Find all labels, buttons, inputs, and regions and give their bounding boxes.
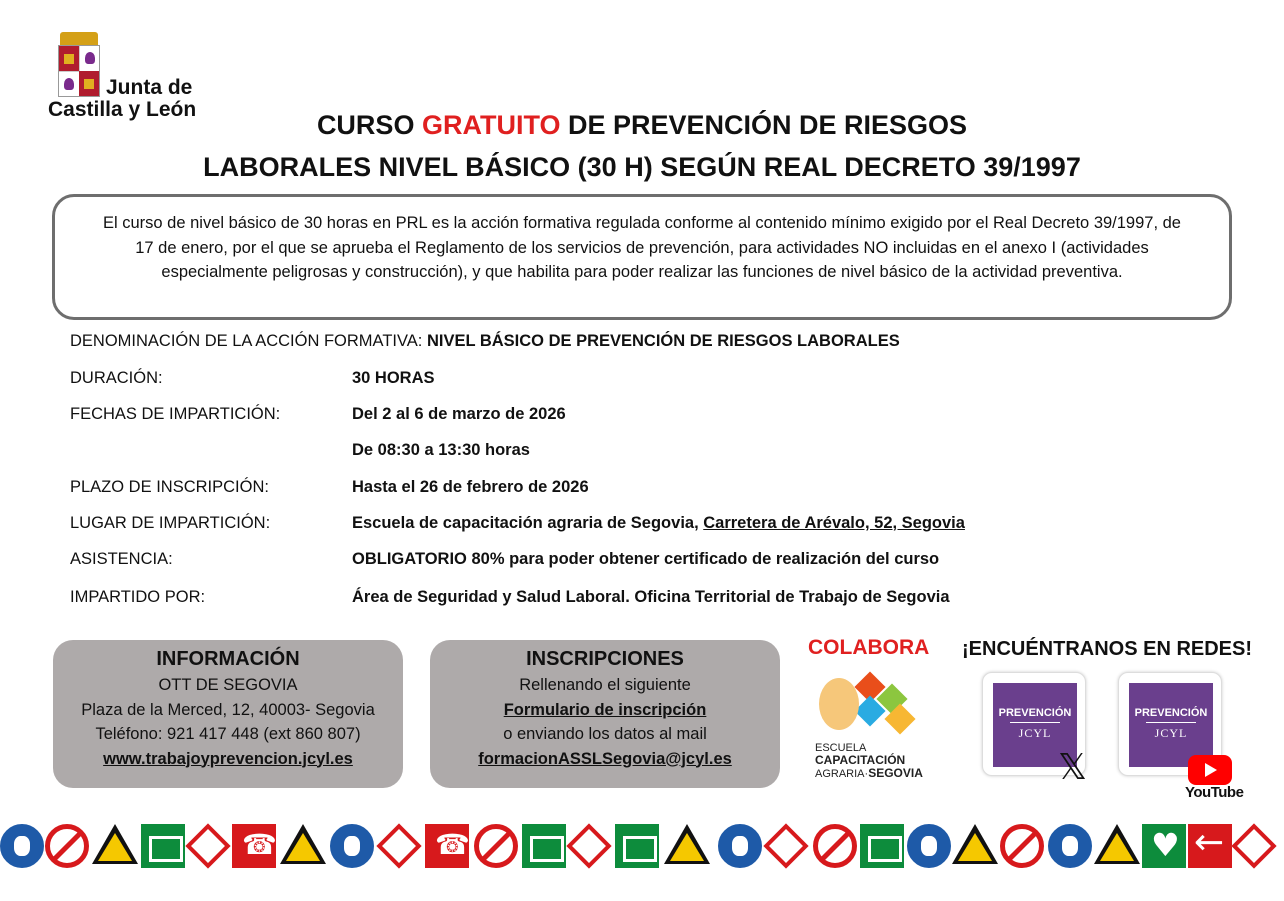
informacion-line1: OTT DE SEGOVIA: [158, 676, 298, 694]
value-fechas: Del 2 al 6 de marzo de 2026: [352, 405, 566, 423]
label-duracion: DURACIÓN:: [70, 369, 163, 387]
emergency-exit-icon: [522, 824, 566, 868]
forklift-warning-icon: [92, 824, 138, 864]
no-fire-icon: [1000, 824, 1044, 868]
colabora-label: COLABORA: [808, 636, 930, 659]
escuela-logo: [815, 670, 927, 790]
label-plazo: PLAZO DE INSCRIPCIÓN:: [70, 478, 269, 496]
no-pacemaker-icon: [45, 824, 89, 868]
inscripciones-heading: INSCRIPCIONES: [526, 648, 684, 670]
inscripciones-line1: Rellenando el siguiente: [519, 676, 691, 694]
coat-of-arms-icon: [58, 45, 100, 97]
fire-exit-arrow-icon: [1188, 824, 1232, 868]
ear-protection-icon: [0, 824, 44, 868]
label-fechas: FECHAS DE IMPARTICIÓN:: [70, 405, 281, 423]
logo-text-line1: Junta de: [106, 76, 193, 99]
informacion-box: [53, 640, 403, 788]
informacion-heading: INFORMACIÓN: [156, 648, 300, 670]
no-touch-icon: [474, 824, 518, 868]
page-title-line2: LABORALES NIVEL BÁSICO (30 H) SEGÚN REAL DECRETO 39/1997: [203, 152, 1081, 182]
label-asistencia: ASISTENCIA:: [70, 550, 173, 568]
label-impartido: IMPARTIDO POR:: [70, 588, 206, 606]
crown-icon: [60, 32, 98, 46]
safety-harness-icon: [718, 824, 762, 868]
prevencion-logo: PREVENCIÓN JCYL: [1129, 683, 1213, 767]
environment-hazard-icon: [763, 823, 808, 868]
title-highlight: GRATUITO: [421, 110, 561, 140]
prevencion-logo: PREVENCIÓN JCYL: [993, 683, 1077, 767]
informacion-line2: Plaza de la Merced, 12, 40003- Segovia: [81, 700, 375, 719]
logo-swirl-icon: [819, 678, 859, 730]
informacion-line3: Teléfono: 921 417 448 (ext 860 807): [95, 725, 361, 743]
intro-box: El curso de nivel básico de 30 horas en PRL es la acción formativa regulada conforme al contenido mínimo exigido por el Real Decreto 39/1997, de 17 de enero, por el que se aprueba el Reglamento de los servicios de prevención, para actividades NO incluidas en el anexo I (actividades especialmente peligrosas y construcción), y que habilita para poder realizar las funciones de nivel básico de la actividad preventiva.: [52, 194, 1232, 320]
logo-text-line2: Castilla y León: [48, 98, 197, 121]
youtube-label: YouTube: [1185, 784, 1244, 801]
emergency-phone-icon: [232, 824, 276, 868]
ladder-icon: [425, 824, 469, 868]
value-denominacion: NIVEL BÁSICO DE PREVENCIÓN DE RIESGOS LABORALES: [426, 332, 900, 350]
website-link[interactable]: www.trabajoyprevencion.jcyl.es: [103, 749, 353, 768]
label-denominacion: DENOMINACIÓN DE LA ACCIÓN FORMATIVA:: [70, 332, 427, 350]
defibrillator-icon: [1142, 824, 1186, 868]
value-asistencia: OBLIGATORIO 80% para poder obtener certificado de realización del curso: [352, 550, 940, 568]
value-plazo: Hasta el 26 de febrero de 2026: [352, 478, 589, 496]
biohazard-icon: [280, 824, 326, 864]
email-link[interactable]: formacionASSLSegovia@jcyl.es: [478, 749, 732, 768]
label-lugar: LUGAR DE IMPARTICIÓN:: [70, 514, 271, 532]
magnetic-field-icon: [664, 824, 710, 864]
value-lugar: Escuela de capacitación agraria de Segovia, Carretera de Arévalo, 52, Segovia: [352, 514, 965, 532]
form-link[interactable]: Formulario de inscripción: [503, 700, 707, 719]
x-icon[interactable]: 𝕏: [1058, 747, 1088, 788]
value-impartido: Área de Seguridad y Salud Laboral. Oficina Territorial de Trabajo de Segovia: [352, 588, 950, 606]
youtube-icon[interactable]: [1188, 755, 1232, 785]
hand-wash-icon: [907, 824, 951, 868]
escuela-text: ESCUELA CAPACITACIÓN AGRARIA·SEGOVIA: [815, 742, 923, 780]
assembly-point-icon: [860, 824, 904, 868]
inscripciones-line2: o enviando los datos al mail: [503, 725, 707, 743]
address-link[interactable]: Carretera de Arévalo, 52, Segovia: [703, 514, 965, 532]
safety-signs-strip: [0, 824, 1284, 872]
redes-heading: ¡ENCUÉNTRANOS EN REDES!: [962, 638, 1253, 660]
value-duracion: 30 HORAS: [352, 369, 435, 387]
flammable-icon: [566, 823, 611, 868]
hot-surface-icon: [952, 824, 998, 864]
page-title-line1: CURSO GRATUITO DE PREVENCIÓN DE RIESGOS: [316, 110, 968, 140]
eyewash-icon: [615, 824, 659, 868]
gas-cylinder-icon: [1231, 823, 1276, 868]
no-entry-icon: [813, 824, 857, 868]
respirator-icon: [330, 824, 374, 868]
value-horario: De 08:30 a 13:30 horas: [352, 441, 530, 459]
laser-warning-icon: [1094, 824, 1140, 864]
inscripciones-box: [430, 640, 780, 788]
health-hazard-icon: [376, 823, 421, 868]
row-denominacion: [70, 332, 900, 351]
first-aid-icon: [141, 824, 185, 868]
face-protection-icon: [1048, 824, 1092, 868]
corrosive-icon: [185, 823, 230, 868]
